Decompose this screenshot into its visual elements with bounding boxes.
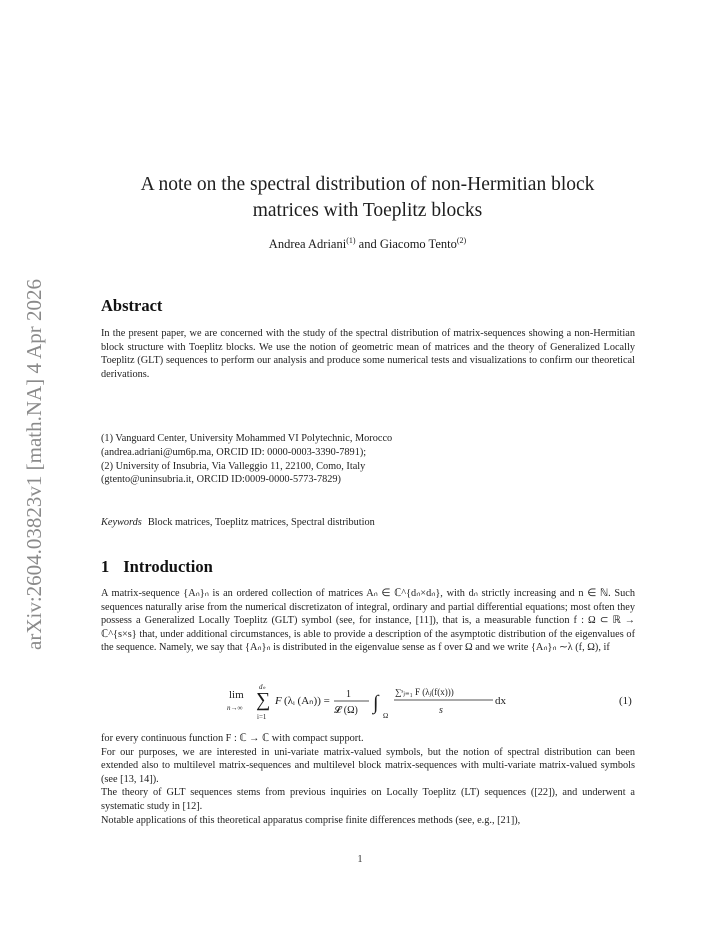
svg-text:Ω: Ω [383,712,389,720]
svg-text:dₙ: dₙ [259,683,266,691]
arxiv-stamp [14,250,50,650]
svg-text:n→∞: n→∞ [227,704,243,712]
affiliation-line-3: (2) University of Insubria, Via Valleggio 11, 22100, Como, Italy [101,460,366,472]
author-2: Giacomo Tento [379,237,457,252]
affiliation-line-2: (andrea.adriani@um6p.ma, ORCID ID: 0000-0003-3390-7891); [101,446,367,458]
author-2-affil-mark: (2) [456,236,467,245]
svg-text:∑ˢⱼ₌₁ F (λⱼ(f(x))): ∑ˢⱼ₌₁ F (λⱼ(f(x))) [395,687,454,697]
svg-text:1: 1 [346,689,351,700]
intro-paragraph-4: The theory of GLT sequences stems from previous inquiries on Locally Toeplitz (LT) sequences ([22]), and underwent a systematic study in [12]. [101,787,635,812]
intro-paragraph-1: A matrix-sequence {Aₙ}ₙ is an ordered collection of matrices Aₙ ∈ ℂ^{dₙ×dₙ}, with dₙ strictly increasing and n ∈ ℕ. Such sequences naturally arise from the numerical discretizaton of integral, ordinary and partial differential equations; most often they possess a Generalized Locally Toeplitz (GLT) symbol (see, for instance, [11]), that is, a measurable function f : Ω ⊂ ℝ → ℂ^{s×s} that, under additional circumstances, is able to provide a description of the asymptotic distribution of the eigenvalues of the sequence. Namely, we say that {Aₙ}ₙ is distributed in the eigenvalue sense as f over Ω and we write {Aₙ}ₙ ∼λ (f, Ω), if [101,588,635,654]
section-number: 1 [101,557,110,576]
intro-paragraph-5: Notable applications of this theoretical apparatus comprise finite differences methods (see, e.g., [21]), [101,814,521,826]
author-1-affil-mark: (1) [346,236,356,245]
arxiv-stamp-text: arXiv:2604.03823v1 [math.NA] 4 Apr 2026 [22,279,46,650]
keywords-text: Block matrices, Toeplitz matrices, Spectral distribution [147,517,375,528]
section-heading-introduction [101,557,213,577]
section-title: Introduction [123,557,213,576]
svg-text:i=1: i=1 [257,713,267,721]
svg-text:F: F [275,695,282,707]
intro-paragraph-2: for every continuous function F : ℂ → ℂ with compact support. [101,733,364,744]
intro-paragraph-3: For our purposes, we are interested in uni-variate matrix-valued symbols, but the notion of spectral distribution can been extended also to multilevel matrix-sequences and multilevel block matrix-sequences with multi-variate matrix-valued symbols (see [13, 14]). [101,746,635,785]
svg-text:lim: lim [229,689,244,701]
equation-1 [101,680,635,724]
keywords [101,517,375,528]
svg-text:(λᵢ (Aₙ)) =: (λᵢ (Aₙ)) = [284,695,330,707]
svg-text:s: s [439,705,443,716]
equation-number: (1) [619,695,632,707]
title-line-2: matrices with Toeplitz blocks [252,200,483,221]
paper-title [90,172,645,224]
keywords-label: Keywords [101,517,142,528]
page-number: 1 [357,854,363,865]
intro-paragraphs [101,732,635,827]
authors [90,236,645,252]
author-joiner: and [355,237,380,252]
title-line-1: A note on the spectral distribution of non-Hermitian block [140,174,595,195]
author-1: Andrea Adriani [268,237,347,252]
affiliations [101,432,635,487]
svg-text:𝓛 (Ω): 𝓛 (Ω) [334,705,358,716]
affiliation-line-4: (gtento@uninsubria.it, ORCID ID:0009-0000-5773-7829) [101,474,341,486]
abstract-heading: Abstract [101,296,163,315]
svg-text:dx: dx [495,695,506,707]
svg-text:∫: ∫ [373,692,379,714]
affiliation-line-1: (1) Vanguard Center, University Mohammed VI Polytechnic, Morocco [101,433,393,444]
abstract-text: In the present paper, we are concerned with the study of the spectral distribution of matrix-sequences showing a non-Hermitian block structure with Toeplitz blocks. We use the notion of geometric mean of matrices and the theory of Generalized Locally Toeplitz (GLT) sequences to perform our analysis and produce some numerical tests and visualizations to confirm our theoretical derivations. [101,328,635,380]
svg-text:∑: ∑ [256,689,271,711]
